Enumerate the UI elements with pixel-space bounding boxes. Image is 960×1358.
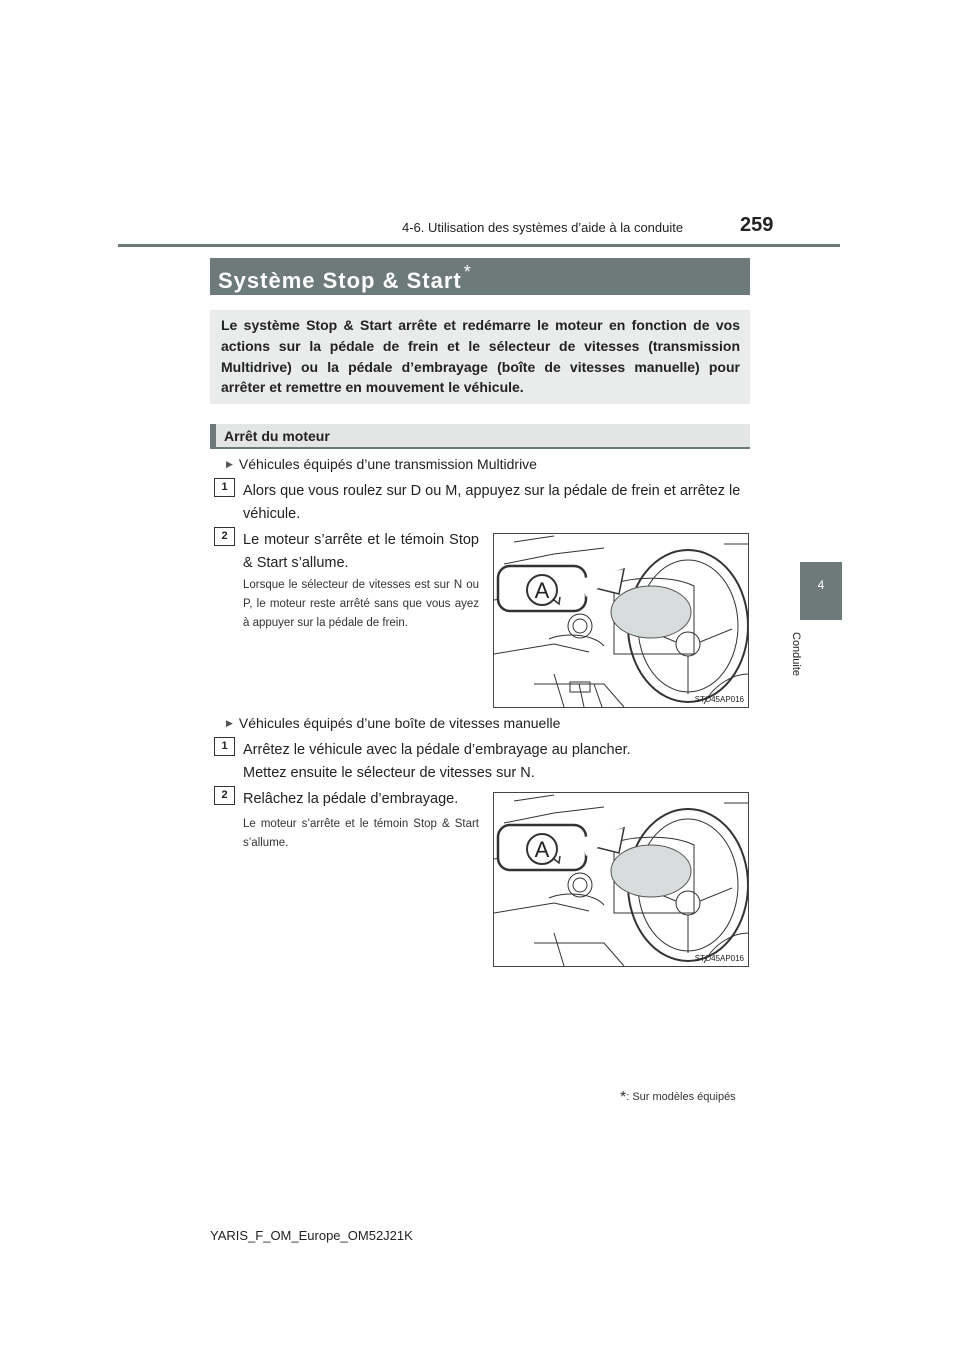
step-1b-text: Mettez ensuite le sélecteur de vitesses sur N. xyxy=(243,765,535,781)
step-2-text: Relâchez la pédale d’embrayage. xyxy=(243,791,459,807)
figure-code-2: STO45AP016 xyxy=(694,954,744,963)
step-1a-text: Arrêtez le véhicule avec la pédale d’embrayage au plancher. xyxy=(243,742,631,758)
section-heading: Arrêt du moteur xyxy=(224,428,330,444)
triangle-bullet-icon: ▶ xyxy=(226,459,233,469)
page-title-text: Système Stop & Start xyxy=(218,268,462,293)
footnote-asterisk: * xyxy=(620,1089,627,1106)
step-1-text: Alors que vous roulez sur D ou M, appuyez sur la pédale de frein et arrêtez le véhicule. xyxy=(243,483,741,522)
intro-text: Le système Stop & Start arrête et redémarre le moteur en fonction de vos actions sur la pédale de frein et le sélecteur de vitesses (transmission Multidrive) ou la pédale d’embrayage (boîte de vitesses manuelle) pour arrêter et remettre en mouvement le véhicule. xyxy=(221,317,740,396)
running-header: 4-6. Utilisation des systèmes d’aide à la conduite xyxy=(402,220,684,235)
bullet-manual xyxy=(226,715,560,731)
chapter-tab-number: 4 xyxy=(817,578,825,592)
callout-a xyxy=(498,566,624,611)
step-2-text: Le moteur s’arrête et le témoin Stop & Start s’allume. xyxy=(243,532,479,571)
dashboard-illustration xyxy=(494,793,748,966)
page-title xyxy=(218,262,472,294)
figure-code-1: STO45AP016 xyxy=(694,695,744,704)
page-number: 259 xyxy=(740,214,774,236)
step-2-note: Lorsque le sélecteur de vitesses est sur N ou P, le moteur reste arrêté sans que vous ayez à appuyer sur la pédale de frein. xyxy=(243,579,479,629)
callout-label-2: A xyxy=(534,837,550,862)
figure-dashboard-1 xyxy=(493,533,749,708)
footnote xyxy=(620,1089,736,1107)
step-2-note: Le moteur s’arrête et le témoin Stop & Start s’allume. xyxy=(243,818,479,849)
document-footer: YARIS_F_OM_Europe_OM52J21K xyxy=(210,1228,413,1243)
figure-dashboard-2 xyxy=(493,792,749,967)
title-asterisk: * xyxy=(463,262,472,282)
chapter-tab-label: Conduite xyxy=(790,632,802,677)
bullet-manual-text: Véhicules équipés d’une boîte de vitesses manuelle xyxy=(238,715,561,731)
callout-label-1: A xyxy=(534,578,550,603)
bullet-multidrive xyxy=(226,456,537,472)
step-number-1: 1 xyxy=(214,478,235,497)
dashboard-illustration xyxy=(494,534,748,707)
footnote-text: : Sur modèles équipés xyxy=(626,1091,736,1103)
header-rule xyxy=(118,244,840,247)
section-heading-stripe xyxy=(210,424,216,447)
triangle-bullet-icon: ▶ xyxy=(226,718,233,728)
step-number-1: 1 xyxy=(214,737,235,756)
bullet-multidrive-text: Véhicules équipés d’une transmission Multidrive xyxy=(238,456,537,472)
section-heading-rule xyxy=(210,447,750,449)
callout-a xyxy=(498,825,624,870)
step-number-2: 2 xyxy=(214,786,235,805)
step-number-2: 2 xyxy=(214,527,235,546)
